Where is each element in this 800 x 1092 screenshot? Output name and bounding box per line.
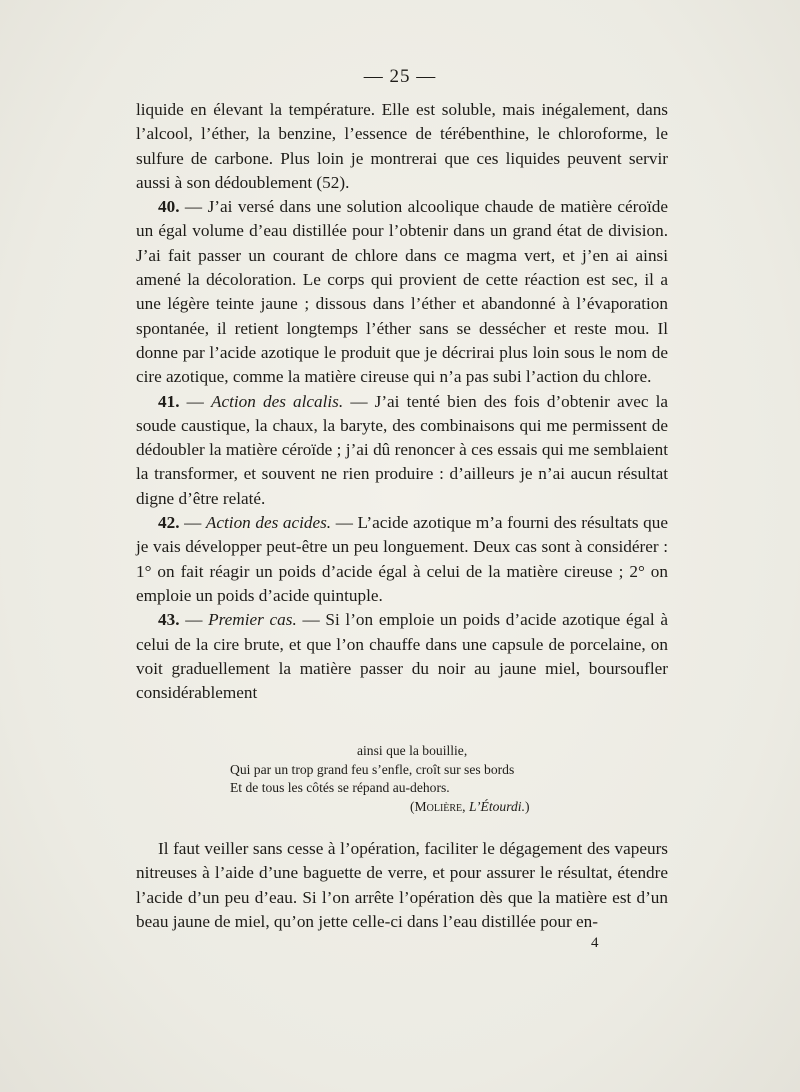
signature-mark: 4 xyxy=(591,935,599,951)
section-heading: Action des acides. xyxy=(205,513,332,533)
verse-quotation xyxy=(230,742,650,816)
paragraph-dash: — xyxy=(179,610,209,630)
main-text-bottom xyxy=(136,837,668,934)
paragraph-42 xyxy=(136,511,668,608)
paragraph-continuation xyxy=(136,98,668,195)
main-text-top xyxy=(136,98,668,705)
paragraph-dash: — xyxy=(179,513,206,533)
section-heading: Premier cas. xyxy=(208,610,297,630)
paragraph-number: 42. xyxy=(158,513,180,533)
verse-line: ainsi que la bouillie, xyxy=(357,743,468,758)
paragraph-number: 41. xyxy=(158,391,180,411)
section-heading: Action des alcalis. xyxy=(210,391,344,411)
paragraph-text: — Si l’on emploie un poids d’acide azotique égal à celui de la cire brute, et que l’on chauffe dans une capsule de porcelaine, on voit graduellement la matière passer du noir au jaune miel, boursoufler considérablement xyxy=(136,610,669,703)
paragraph-text: — J’ai versé dans une solution alcoolique chaude de matière céroïde un égal volume d’eau distillée pour l’obtenir dans un grand état de division. J’ai fait passer un courant de chlore dans ce magma vert, et j’en ai ainsi amené la décoloration. Le corps qui provient de cette réaction est sec, il a une légère teinte jaune ; dissous dans l’éther et abandonné à l’évaporation spontanée, il retient longtemps l’éther sans se dessécher et reste mou. Il donne par l’acide azotique le produit que je décrirai plus loin sous le nom de cire azotique, comme la matière cireuse qui n’a pas subi l’action du chlore. xyxy=(136,197,668,387)
paragraph-41 xyxy=(136,390,668,511)
page-number: — 25 — xyxy=(363,66,437,87)
verse-line: Et de tous les côtés se répand au-dehors. xyxy=(230,780,450,795)
paragraph-number: 40. xyxy=(158,197,180,217)
paragraph-text: liquide en élevant la température. Elle est soluble, mais inégalement, dans l’alcool, l’éther, la benzine, l’essence de térébenthine, le chloroforme, le sulfure de carbone. Plus loin je montrerai que ces liquides peuvent servir aussi à son dédoublement (52). xyxy=(136,100,668,192)
attribution-author: Molière xyxy=(414,798,463,814)
paragraph-number: 43. xyxy=(158,610,180,630)
paragraph-40 xyxy=(136,195,668,389)
paragraph-43 xyxy=(136,608,668,705)
verse-line: Qui par un trop grand feu s’enfle, croît sur ses bords xyxy=(230,761,515,777)
paragraph-text: — J’ai tenté bien des fois d’obtenir avec la soude caustique, la chaux, la baryte, des combinaisons qui me permissent de dédoubler la matière céroïde ; j’ai dû renoncer à ces essais qui me semblaient la transformer, et souvent ne rien produire : d’ailleurs je n’ai aucun résultat digne d’être relaté. xyxy=(136,391,669,508)
paragraph-dash: — xyxy=(179,391,211,411)
attribution-work: L’Étourdi. xyxy=(468,798,525,814)
paragraph-text: — L’acide azotique m’a fourni des résultats que je vais développer peut-être un peu longuement. Deux cas sont à considérer : 1° on fait réagir un poids d’acide égal à celui de la matière cireuse ; 2° on emploie un poids d’acide quintuple. xyxy=(136,513,668,605)
paragraph-continuation-bottom: Il faut veiller sans cesse à l’opération, faciliter le dégagement des vapeurs nitreuses à l’aide d’une baguette de verre, et pour assurer le résultat, étendre l’acide d’un peu d’eau. Si l’on arrête l’opération dès que la matière est d’un beau jaune de miel, qu’on jette celle-ci dans l’eau distillée pour en- xyxy=(136,839,668,931)
verse-attribution: (Molière, L’Étourdi.) xyxy=(410,798,530,814)
